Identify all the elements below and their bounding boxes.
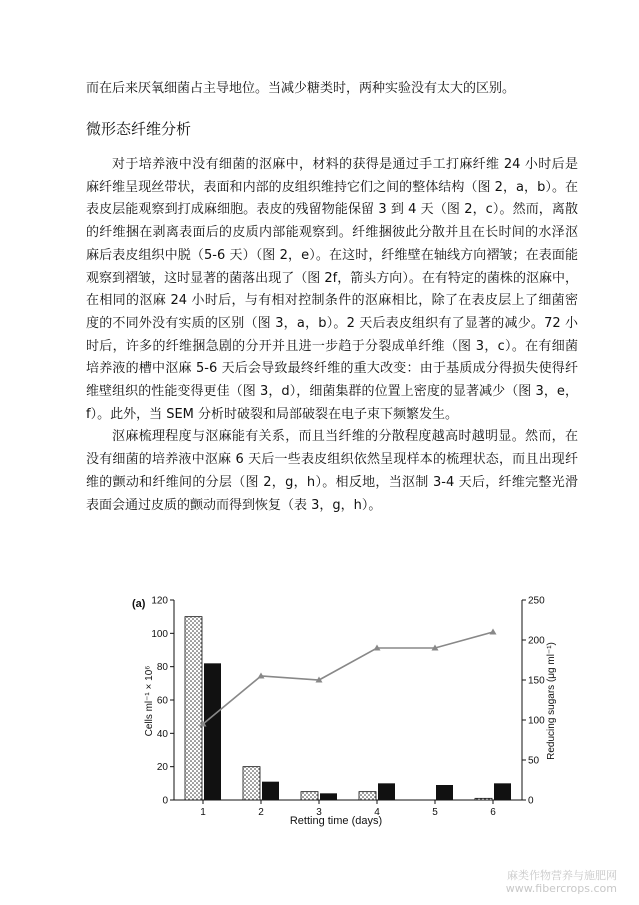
solid-bar [262, 782, 279, 800]
paragraph-1: 对于培养液中没有细菌的沤麻中，材料的获得是通过手工打麻纤维 24 小时后是麻纤维呈现丝带状，表面和内部的皮组织维持它们之间的整体结构（图 2，a，b）。在表皮层能观察到打成麻细胞。表皮的残留物能保留 3 到 4 天（图 2，c）。然而，离散的纤维捆在剥离表面后的皮质内部能观察到。纤维捆彼此分散并且在长时间的水泽沤麻后表皮组织中脱（5-6 天）（图 2，e）。在这时，纤维壁在轴线方向褶皱；在表面能观察到褶皱，这时显著的菌落出现了（图 2f，箭头方向）。在有特定的菌株的沤麻中，在相同的沤麻 24 小时后，与有相对控制条件的沤麻相比，除了在表皮层上了细菌密度的不同外没有实质的区别（图 3，a，b）。2 天后表皮组织有了显著的减少。72 小时后，许多的纤维捆急剧的分开并且进一步趋于分裂成单纤维（图 3，c）。在有细菌培养液的槽中沤麻 5-6 天后会导致最终纤维的重大改变：由于基质成分得损失使得纤维壁组织的性能变得更佳（图 3，d），细菌集群的位置上密度的显著减少（图 3，e，f）。此外，当 SEM 分析时破裂和局部破裂在电子束下频繁发生。 [86, 157, 578, 422]
x-tick-label: 5 [432, 807, 438, 818]
dotted-bar [185, 617, 202, 800]
right-tick-label: 0 [528, 795, 534, 807]
panel-label: (a) [132, 598, 146, 610]
solid-bar [320, 793, 337, 800]
intro-text: 而在后来厌氧细菌占主导地位。当减少糖类时，两种实验没有太大的区别。 [86, 81, 516, 96]
right-tick-label: 200 [528, 635, 545, 647]
left-tick-label: 80 [156, 662, 168, 674]
section-heading: 微形态纤维分析 [86, 120, 192, 138]
dotted-bar [359, 792, 376, 800]
x-axis-label: Retting time (days) [289, 815, 383, 827]
right-tick-label: 100 [528, 715, 545, 727]
dotted-bar [475, 798, 492, 800]
left-tick-label: 40 [156, 728, 168, 740]
x-tick-label: 4 [374, 807, 380, 818]
sugar-line [203, 632, 493, 724]
watermark-line2: www.fibercrops.com [505, 882, 617, 895]
left-tick-label: 120 [151, 595, 168, 607]
x-tick-label: 6 [490, 807, 496, 818]
right-tick-label: 50 [528, 755, 540, 767]
watermark-line1: 麻类作物营养与施肥网 [507, 869, 617, 882]
right-axis-label: Reducing sugars (μg ml⁻¹) [546, 642, 557, 760]
solid-bar [378, 783, 395, 800]
x-tick-label: 3 [316, 807, 322, 818]
left-tick-label: 20 [156, 762, 168, 774]
dotted-bar [301, 792, 318, 800]
retting-chart [130, 588, 580, 828]
x-tick-label: 1 [200, 807, 206, 818]
solid-bar [204, 663, 221, 800]
sugar-point [490, 629, 497, 635]
solid-bar [494, 783, 511, 800]
article-body [86, 154, 578, 517]
paragraph-2: 沤麻梳理程度与沤麻能有关系，而且当纤维的分散程度越高时越明显。然而，在没有细菌的培养液中沤麻 6 天后一些表皮组织依然呈现样本的梳理状态，而且出现纤维的颤动和纤维间的分层（图 2，g，h）。相反地，当沤制 3-4 天后，纤维完整光滑表面会通过皮质的颤动而得到恢复（表 3，g，h）。 [86, 429, 578, 513]
left-tick-label: 100 [151, 628, 168, 640]
watermark [506, 869, 617, 895]
right-tick-label: 150 [528, 675, 545, 687]
left-tick-label: 60 [156, 695, 168, 707]
right-tick-label: 250 [528, 595, 545, 607]
solid-bar [436, 785, 453, 800]
dotted-bar [243, 767, 260, 800]
left-tick-label: 0 [162, 795, 168, 807]
x-tick-label: 2 [258, 807, 264, 818]
left-axis-label: Cells ml⁻¹ × 10⁶ [144, 665, 155, 737]
